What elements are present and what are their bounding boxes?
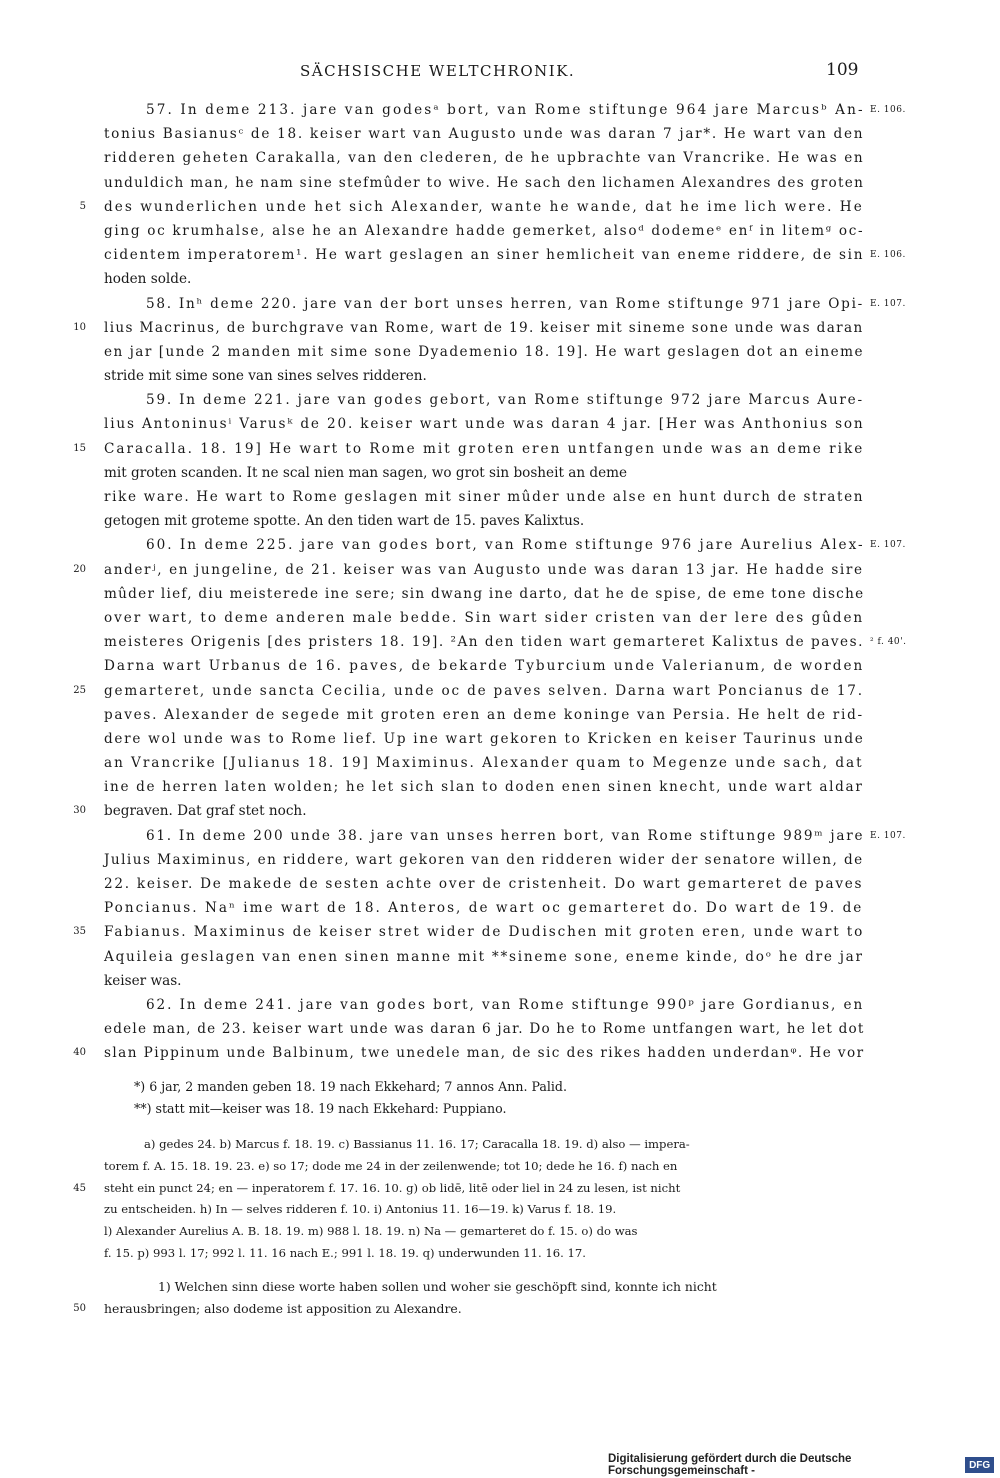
- text-line: [104, 824, 906, 848]
- line-number: 40: [73, 1047, 86, 1059]
- chronicle-body: [73, 98, 907, 1066]
- text-line: [104, 98, 906, 122]
- text-line: [104, 872, 864, 896]
- text-line-text: Julius Maximinus, en riddere, wart gekoren van den ridderen wider der senatore willen, de: [104, 851, 864, 868]
- variant-line-text: steht ein punct 24; en — inperatorem f. 17. 16. 10. g) ob lidē, litē oder liel in 24 zu lesen, ist nicht: [104, 1180, 681, 1195]
- margin-reference: E. 107.: [870, 830, 906, 841]
- variant-line-text: a) gedes 24. b) Marcus f. 18. 19. c) Bassianus 11. 16. 17; Caracalla 18. 19. d) also — impera-: [144, 1137, 690, 1151]
- margin-reference: E. 106.: [870, 250, 906, 261]
- variant-line: [104, 1243, 868, 1265]
- line-number: 20: [73, 563, 86, 575]
- text-line: [104, 727, 864, 751]
- text-line: [104, 630, 907, 654]
- running-title: SÄCHSISCHE WELTCHRONIK.: [300, 62, 576, 80]
- text-line: [104, 533, 906, 557]
- text-line-text: cidentem imperatorem¹. He wart geslagen an siner hemlicheit van eneme riddere, de sin: [104, 247, 865, 264]
- text-line: [104, 122, 864, 146]
- line-number: 25: [73, 684, 86, 696]
- text-line-text: mûder lief, diu meisterede ine sere; sin dwang ine darto, dat he de spise, de eme tone dische: [104, 585, 865, 602]
- text-line-text: rike ware. He wart to Rome geslagen mit siner mûder unde alse en hunt durch de straten: [104, 489, 865, 505]
- text-line-text: mit groten scanden. It ne scal nien man sagen, wo grot sin bosheit an deme: [104, 464, 628, 481]
- text-line-text: slan Pippinum unde Balbinum, twe unedele man, de sic des rikes hadden underdanᵠ. He vor: [104, 1045, 865, 1062]
- margin-reference: E. 107.: [870, 540, 906, 551]
- text-line-text: 60. In deme 225. jare van godes bort, van Rome stiftunge 976 jare Aurelius Alex-: [146, 537, 865, 554]
- note-line-text: 1) Welchen sinn diese worte haben sollen und woher sie geschöpft sind, konnte ich nicht: [158, 1279, 717, 1294]
- text-line: [104, 364, 864, 388]
- text-line-text: meisteres Origenis [des pristers 18. 19]. ²An den tiden wart gemarteret Kalixtus de paves.: [104, 634, 864, 651]
- text-line: [104, 848, 864, 872]
- footnote-line: [104, 1098, 864, 1120]
- text-line: [104, 654, 864, 678]
- line-number: 5: [79, 200, 86, 212]
- text-line: [104, 388, 864, 412]
- line-number: 15: [73, 442, 86, 454]
- variant-line-text: l) Alexander Aurelius A. B. 18. 19. m) 988 l. 18. 19. n) Na — gemarteret do f. 15. o) do was: [104, 1224, 638, 1239]
- text-line-text: edele man, de 23. keiser wart unde was daran 6 jar. Do he to Rome untfangen wart, he let dot: [104, 1021, 865, 1038]
- text-line-text: keiser was.: [104, 972, 182, 989]
- text-line-text: lius Macrinus, de burchgrave van Rome, wart de 19. keiser mit sineme sone unde was daran: [104, 319, 864, 336]
- text-line: [104, 969, 864, 993]
- text-line: [104, 945, 864, 969]
- text-line-text: Darna wart Urbanus de 16. paves, de bekarde Tyburcium unde Valerianum, de worden: [104, 658, 865, 675]
- variant-line: [104, 1156, 868, 1178]
- text-line: [104, 243, 906, 267]
- text-line-text: Caracalla. 18. 19] He wart to Rome mit groten eren untfangen unde was an deme rike: [104, 440, 865, 457]
- text-line-text: des wunderlichen unde het sich Alexander, wante he wande, dat he ime lich were. He: [104, 198, 864, 215]
- text-line-text: getogen mit groteme spotte. An den tiden wart de 15. paves Kalixtus.: [104, 513, 585, 530]
- text-line-text: ine de herren laten wolden; he let sich slan to doden enen sinen knecht, unde wart aldar: [104, 779, 864, 796]
- text-line-text: lius Antoninusⁱ Varusᵏ de 20. keiser wart unde was daran 4 jar. [Her was Anthonius son: [104, 416, 865, 433]
- footnote-line: [104, 1076, 864, 1098]
- variant-line-text: torem f. A. 15. 18. 19. 23. e) so 17; dode me 24 in der zeilenwende; tot 10; dede he 16. f) nach en: [104, 1158, 678, 1173]
- text-line-text: 22. keiser. De makede de sesten achte over de cristenheit. Do wart gemarteret de paves: [104, 876, 864, 892]
- text-line-text: an Vrancrike [Julianus 18. 19] Maximinus. Alexander quam to Megenze unde sach, dat: [104, 755, 864, 772]
- line-number: 30: [73, 805, 86, 817]
- text-line: [104, 582, 864, 606]
- text-line: [104, 292, 906, 316]
- text-line: [104, 412, 864, 436]
- text-line-text: gemarteret, unde sancta Cecilia, unde oc de paves selven. Darna wart Poncianus de 17.: [104, 682, 864, 699]
- text-line-text: over wart, to deme anderen male bedde. Sin wart sider cristen van der lere des gûden: [104, 609, 865, 626]
- text-line-text: stride mit sime sone van sines selves ridderen.: [104, 368, 427, 385]
- footnote-line-text: **) statt mit—keiser was 18. 19 nach Ekkehard: Puppiano.: [134, 1100, 507, 1116]
- text-line-text: Poncianus. Naⁿ ime wart de 18. Anteros, de wart oc gemarteret do. Do wart de 19. de: [104, 900, 864, 917]
- text-line: [73, 316, 864, 340]
- text-line: [104, 267, 864, 291]
- text-line-text: ging oc krumhalse, alse he an Alexandre hadde gemerket, alsoᵈ dodemeᵉ enᶠ in litemᵍ oc-: [104, 222, 865, 239]
- text-line: [104, 509, 864, 533]
- text-line: [104, 1017, 864, 1041]
- line-number: 35: [73, 926, 86, 938]
- page-number: 109: [826, 60, 859, 80]
- text-line-text: tonius Basianusᶜ de 18. keiser wart van Augusto unde was daran 7 jar*. He wart van den: [104, 126, 865, 143]
- text-line: [104, 146, 864, 170]
- dfg-logo-icon: DFG: [965, 1457, 994, 1473]
- margin-reference: E. 107.: [870, 298, 906, 309]
- text-line: [73, 799, 864, 823]
- text-line: [104, 751, 864, 775]
- note-line: [104, 1276, 868, 1298]
- text-line: [104, 896, 864, 920]
- text-line-text: begraven. Dat graf stet noch.: [104, 803, 307, 820]
- variant-line-text: f. 15. p) 993 l. 17; 992 l. 11. 16 nach E.; 991 l. 18. 19. q) underwunden 11. 16. 17.: [104, 1245, 586, 1260]
- text-line: [104, 993, 864, 1017]
- text-line: [104, 461, 864, 485]
- text-line: [73, 437, 865, 461]
- editor-notes: [73, 1276, 868, 1320]
- line-number: 50: [73, 1303, 86, 1314]
- line-number: 45: [73, 1182, 86, 1194]
- margin-reference: ² f. 40'.: [870, 637, 907, 648]
- text-line-text: 58. Inʰ deme 220. jare van der bort unses herren, van Rome stiftunge 971 jare Opi-: [146, 295, 865, 312]
- page-header: [0, 62, 1000, 86]
- text-line-text: dere wol unde was to Rome lief. Up ine wart gekoren to Kricken en keiser Taurinus unde: [104, 730, 865, 747]
- text-line-text: Fabianus. Maximinus de keiser stret wider de Dudischen mit groten eren, unde wart to: [104, 924, 865, 941]
- text-line-text: paves. Alexander de segede mit groten eren an deme koninge van Persia. He helt de rid-: [104, 706, 864, 723]
- margin-reference: E. 106.: [870, 105, 906, 115]
- text-line: [73, 1041, 865, 1065]
- text-line-text: 57. In deme 213. jare van godesᵃ bort, van Rome stiftunge 964 jare Marcusᵇ An-: [146, 102, 865, 118]
- text-line: [104, 606, 864, 630]
- text-line: [73, 558, 864, 582]
- text-line-text: ridderen geheten Carakalla, van den clederen, de he upbrachte van Vrancrike. He was en: [104, 150, 865, 167]
- text-line: [79, 195, 864, 219]
- text-line-text: hoden solde.: [104, 271, 192, 288]
- text-line: [104, 703, 864, 727]
- text-line: [104, 775, 864, 799]
- text-line-text: unduldich man, he nam sine stefmûder to wive. He sach den lichamen Alexandres des groten: [104, 174, 865, 191]
- text-line-text: en jar [unde 2 manden mit sime sone Dyademenio 18. 19]. He wart geslagen dot an eineme: [104, 343, 865, 360]
- variant-line: [104, 1221, 868, 1243]
- variant-line: [104, 1134, 868, 1156]
- text-line: [104, 485, 864, 509]
- line-number: 10: [73, 321, 86, 333]
- footnote-line-text: *) 6 jar, 2 manden geben 18. 19 nach Ekkehard; 7 annos Ann. Palid.: [134, 1079, 567, 1094]
- note-line: [73, 1298, 868, 1320]
- text-line-text: 62. In deme 241. jare van godes bort, van Rome stiftunge 990ᵖ jare Gordianus, en: [146, 996, 865, 1013]
- variant-line-text: zu entscheiden. h) In — selves ridderen f. 10. i) Antonius 11. 16—19. k) Varus f. 18. 19.: [104, 1202, 617, 1217]
- text-line: [104, 171, 864, 195]
- text-line: [104, 219, 864, 243]
- text-line-text: Aquileia geslagen van enen sinen manne mit **sineme sone, eneme kinde, doᵒ he dre jar: [104, 948, 864, 965]
- text-line: [104, 340, 864, 364]
- text-line-text: 59. In deme 221. jare van godes gebort, van Rome stiftunge 972 jare Marcus Aure-: [146, 392, 864, 409]
- dfg-credit: [608, 1454, 1000, 1476]
- text-line-text: 61. In deme 200 unde 38. jare van unses herren bort, van Rome stiftunge 989ᵐ jare: [146, 827, 865, 844]
- text-line-text: anderʲ, en jungeline, de 21. keiser was van Augusto unde was daran 13 jar. He hadde sire: [104, 561, 864, 578]
- variant-line: [73, 1178, 868, 1200]
- variant-line: [104, 1199, 868, 1221]
- variant-readings: [73, 1134, 868, 1265]
- note-line-text: herausbringen; also dodeme ist apposition zu Alexandre.: [104, 1301, 462, 1316]
- footnotes: [104, 1076, 864, 1120]
- text-line: [73, 679, 864, 703]
- credit-text: Digitalisierung gefördert durch die Deutsche Forschungsgemeinschaft -: [608, 1453, 852, 1477]
- text-line: [73, 920, 865, 944]
